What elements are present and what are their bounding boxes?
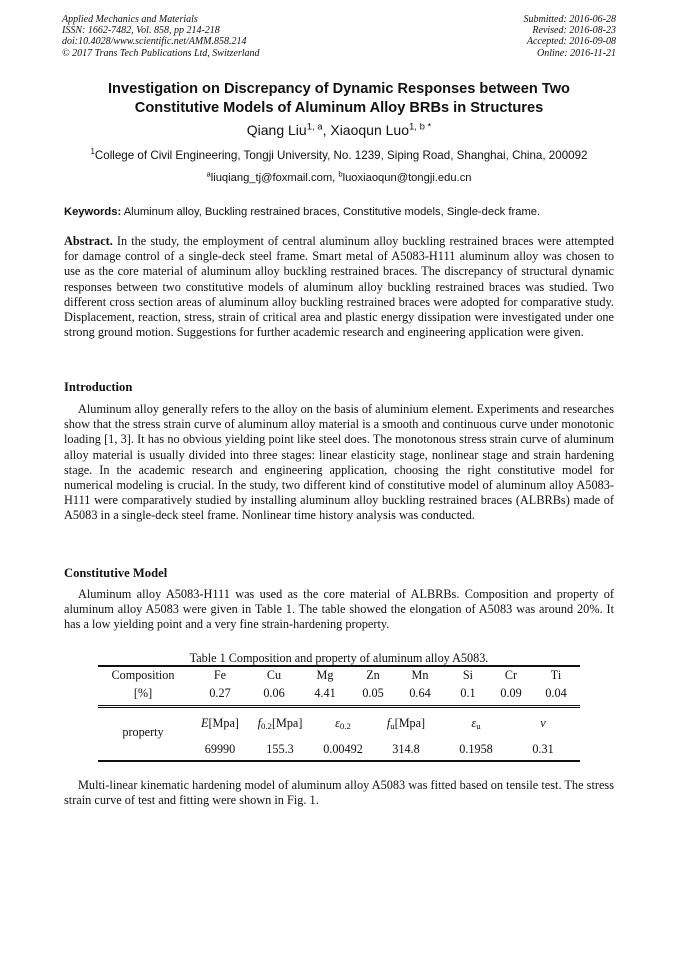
table-percent-cell: 0.09 [500,686,522,700]
date-online: Online: 2016-11-21 [537,47,616,59]
keywords [64,204,618,220]
table-percent-cell: 0.64 [409,686,431,700]
journal-info [62,14,260,59]
table-property-value: 155.3 [266,742,294,756]
table-element-header: Si [462,668,474,682]
abstract-label: Abstract. [64,234,113,248]
date-revised: Revised: 2016-08-23 [532,25,616,37]
keywords-text: Aluminum alloy, Buckling restrained braces, Constitutive models, Single-deck frame. [121,206,541,218]
property-subscript: 0.2 [339,721,351,731]
email-b-mark: b [338,169,343,179]
author-list [60,121,618,139]
submission-dates [524,14,617,59]
table-percent-cell: 4.41 [314,686,336,700]
property-subscript: 0.2 [260,721,272,731]
affiliation-text: College of Civil Engineering, Tongji University, No. 1239, Siping Road, Shanghai, China, 200092 [94,149,588,162]
constitutive-paragraph: Aluminum alloy A5083-H111 was used as the core material of ALBRBs. Composition and property of aluminum alloy A5083 were given in Table 1. The table showed the elongation of A5083 was around 20%. It has a low yielding point and a very fine strain-hardening property. [64,587,614,632]
table-mid-rule-2 [98,707,580,708]
table-unit-label: [%] [133,686,153,700]
abstract [64,234,614,340]
email-a-mark: a [206,169,211,179]
date-submitted: Submitted: 2016-06-28 [523,14,616,25]
abstract-text: In the study, the employment of central aluminum alloy buckling restrained braces were attempted for damage control of a single-deck steel frame. Smart metal of A5083-H111 aluminum alloy was chosen to use as the core material of aluminum alloy buckling restrained braces. The discrepancy of structural dynamic responses between two constitutive models of aluminum alloy buckling restrained braces was studied. Two different cross section areas of aluminum alloy buckling restrained braces were adopted for comparative study. Displacement, reaction, stress, strain of critical area and plastic energy dissipation were investigated under one strong ground motion. Suggestions for further academic research and engineering application were given. [64,234,614,340]
property-symbol: ν [540,716,546,730]
table-element-header: Fe [213,668,227,682]
table-percent-cell: 0.1 [460,686,476,700]
author-2-name: Xiaoqun Luo [330,122,409,138]
property-subscript: u [390,721,395,731]
table-property-value: 69990 [204,742,236,756]
table-bottom-rule [98,760,580,762]
author-2-affil-mark: 1, b * [409,121,432,133]
property-symbol: ε [471,716,477,730]
table-element-header: Cr [504,668,518,682]
table-percent-cell: 0.06 [263,686,285,700]
table-element-header: Cu [266,668,282,682]
table-property-header [508,716,578,730]
property-symbol: E [201,716,209,730]
email-a[interactable]: liuqiang_tj@foxmail.com, [210,172,339,184]
email-b[interactable]: luoxiaoqun@tongji.edu.cn [342,172,472,184]
date-accepted: Accepted: 2016-09-08 [526,36,616,48]
table-percent-cell: 0.27 [209,686,231,700]
table-property-header [308,716,378,733]
author-separator: , [322,122,331,138]
property-unit: [Mpa] [208,716,239,730]
table-property-value: 0.1958 [459,742,493,756]
property-symbol: ε [335,716,340,730]
keywords-label: Keywords: [64,206,122,218]
author-1-affil-mark: 1, a [306,121,323,133]
table-property-header [441,716,511,733]
affiliation [40,148,638,164]
table-element-header: Mg [316,668,334,682]
paper-title [60,80,618,118]
journal-name: Applied Mechanics and Materials [62,14,198,25]
table-top-rule [98,665,580,667]
journal-copyright: © 2017 Trans Tech Publications Ltd, Switzerland [62,47,260,59]
author-1-name: Qiang Liu [246,122,307,138]
table-property-value: 314.8 [392,742,420,756]
table-percent-cell: 0.04 [545,686,567,700]
table-mid-rule [98,705,580,706]
closing-paragraph: Multi-linear kinematic hardening model of aluminum alloy A5083 was fitted based on tensile test. The stress strain curve of test and fitting were shown in Fig. 1. [64,778,614,808]
property-unit: [Mpa] [271,716,303,730]
journal-doi[interactable]: doi:10.4028/www.scientific.net/AMM.858.214 [62,36,247,48]
property-subscript: u [476,721,481,731]
table-property-value: 0.31 [532,742,554,756]
journal-issn: ISSN: 1662-7482, Vol. 858, pp 214-218 [62,25,220,37]
introduction-paragraph: Aluminum alloy generally refers to the alloy on the basis of aluminium element. Experiments and researches show that the stress strain curve of aluminum alloy material is a smooth and continuous curve under monotonic loading [1, 3]. It has no obvious yielding point like steel does. The monotonous stress strain curve of aluminum alloy material is usually divided into three stages: linear elasticity stage, nonlinear stage and strain hardening stage. In the academic research and engineering application, choosing the right constitutive model for numerical modeling is crucial. In the study, two different kind of constitutive model of aluminum alloy A5083-H111 were comparatively studied by installing aluminum alloy buckling restrained braces (ALBRBs) made of A5083 in a single-deck steel frame. Nonlinear time history analysis was conducted. [64,402,614,523]
table-property-label: property [122,725,164,739]
table-property-header [245,716,315,733]
author-emails [40,170,638,186]
property-symbol: f [386,716,391,730]
section-heading-constitutive-model: Constitutive Model [64,566,168,580]
property-unit: [Mpa] [394,716,426,730]
title-line-2: Constitutive Models of Aluminum Alloy BRBs in Structures [134,100,544,116]
table-property-header [371,716,441,733]
table-caption: Table 1 Composition and property of aluminum alloy A5083. [189,651,489,665]
property-symbol: f [257,716,261,730]
title-line-1: Investigation on Discrepancy of Dynamic Responses between Two [108,81,570,97]
section-heading-introduction: Introduction [64,380,133,394]
table-element-header: Zn [366,668,380,682]
table-element-header: Ti [550,668,562,682]
table-percent-cell: 0.05 [362,686,384,700]
table-composition-label: Composition [111,668,175,682]
table-property-value: 0.00492 [323,742,363,756]
affiliation-mark: 1 [90,147,95,157]
table-element-header: Mn [411,668,429,682]
